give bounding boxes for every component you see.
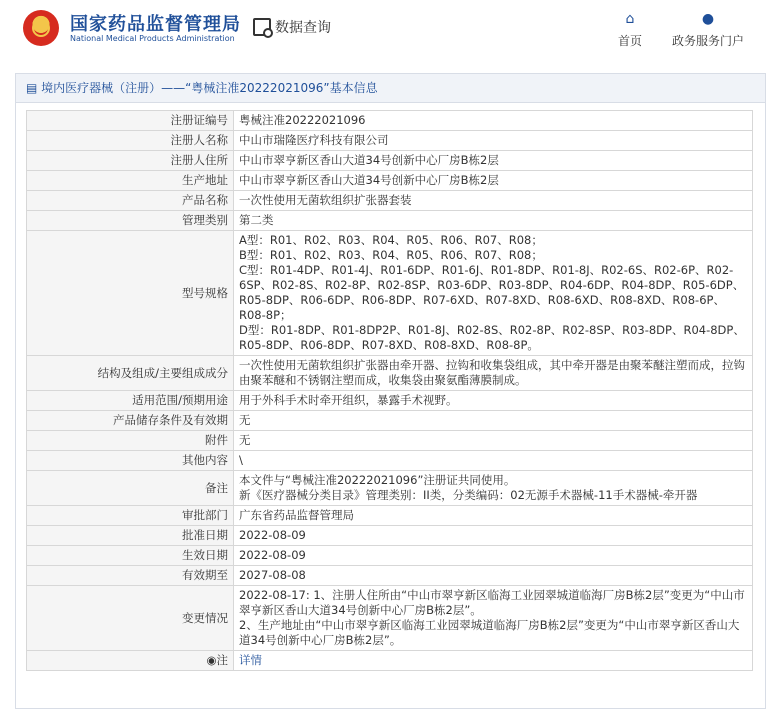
org-name-en: National Medical Products Administration	[70, 34, 235, 43]
info-table	[26, 110, 753, 671]
panel-title	[16, 74, 765, 103]
field-value: 广东省药品监督管理局	[234, 506, 753, 526]
field-label: 管理类别	[27, 211, 234, 231]
search-icon	[253, 18, 271, 36]
field-value: 一次性使用无菌软组织扩张器由牵开器、拉钩和收集袋组成，其中牵开器是由聚苯醚注塑而成，拉钩由聚苯醚和不锈钢注塑而成，收集袋由聚氨酯薄膜制成。	[234, 356, 753, 391]
table-row	[27, 546, 753, 566]
field-value: A型：R01、R02、R03、R04、R05、R06、R07、R08； B型：R01、R02、R03、R04、R05、R06、R07、R08； C型：R01-4DP、R01-4J、R01-6DP、R01-6J、R01-8DP、R01-8J、R02-6S、R02-6P、R02-6SP、R02-8S、R02-8P、R02-8SP、R03-6DP、R03-8DP、R04-6DP、R04-8DP、R05-6DP、R05-8DP、R06-6DP、R06-8DP、R07-6XD、R07-8XD、R08-6XD、R08-8XD、R08-6P、R08-8P； D型：R01-8DP、R01-8DP2P、R01-8J、R02-8S、R02-8P、R02-8SP、R03-8DP、R04-8DP、R05-8DP、R06-8DP、R07-8XD、R08-8XD、R08-8P。	[234, 231, 753, 356]
nav-home[interactable]	[615, 10, 645, 49]
field-label: 其他内容	[27, 451, 234, 471]
nav-portal[interactable]	[668, 10, 748, 49]
org-name-cn: 国家药品监督管理局	[70, 14, 241, 35]
table-row	[27, 451, 753, 471]
field-label: 审批部门	[27, 506, 234, 526]
field-label: 产品储存条件及有效期	[27, 411, 234, 431]
field-label: 结构及组成/主要组成成分	[27, 356, 234, 391]
field-label: 附件	[27, 431, 234, 451]
field-value: 粤械注准20222021096	[234, 111, 753, 131]
table-row	[27, 171, 753, 191]
national-emblem-logo	[23, 10, 59, 46]
field-label: 批准日期	[27, 526, 234, 546]
note-label	[27, 651, 234, 671]
table-row	[27, 471, 753, 506]
field-value: 用于外科手术时牵开组织，暴露手术视野。	[234, 391, 753, 411]
field-value: 2022-08-09	[234, 546, 753, 566]
details-cell	[234, 651, 753, 671]
table-row	[27, 431, 753, 451]
table-row	[27, 151, 753, 171]
nav-portal-label: 政务服务门户	[671, 34, 744, 48]
top-bar	[0, 0, 771, 66]
field-value: 无	[234, 411, 753, 431]
nav-home-label: 首页	[617, 34, 642, 48]
table-row	[27, 231, 753, 356]
note-label-text: 注	[216, 653, 228, 667]
field-value: 中山市翠亨新区香山大道34号创新中心厂房B栋2层	[234, 151, 753, 171]
field-value: \	[234, 451, 753, 471]
field-value: 本文件与“粤械注准20222021096”注册证共同使用。 新《医疗器械分类目录》管理类别：II类，分类编码：02无源手术器械-11手术器械-牵开器	[234, 471, 753, 506]
field-value: 中山市翠亨新区香山大道34号创新中心厂房B栋2层	[234, 171, 753, 191]
field-label: 型号规格	[27, 231, 234, 356]
field-label: 注册人名称	[27, 131, 234, 151]
field-value: 2022-08-09	[234, 526, 753, 546]
table-row	[27, 356, 753, 391]
panel-title-text: 境内医疗器械（注册）——“粤械注准20222021096”基本信息	[41, 81, 378, 95]
detail-panel	[15, 73, 766, 709]
field-label: 产品名称	[27, 191, 234, 211]
table-row	[27, 391, 753, 411]
field-value: 2022-08-17: 1、注册人住所由“中山市翠亨新区临海工业园翠城道临海厂房B栋2层”变更为“中山市翠亨新区香山大道34号创新中心厂房B栋2层”。 2、生产地址由“中山市翠亨新区临海工业园翠城道临海厂房B栋2层”变更为“中山市翠亨新区香山大道34号创新中心厂房B栋2层”。	[234, 586, 753, 651]
field-label: 适用范围/预期用途	[27, 391, 234, 411]
table-row	[27, 651, 753, 671]
table-row	[27, 586, 753, 651]
field-label: 生效日期	[27, 546, 234, 566]
table-row	[27, 566, 753, 586]
field-label: 生产地址	[27, 171, 234, 191]
field-label: 备注	[27, 471, 234, 506]
field-value: 2027-08-08	[234, 566, 753, 586]
data-query-button[interactable]	[253, 17, 331, 37]
field-value: 第二类	[234, 211, 753, 231]
home-icon: ⌂	[625, 11, 635, 27]
table-row	[27, 211, 753, 231]
info-icon: ◉	[206, 653, 217, 667]
field-value: 中山市瑞隆医疗科技有限公司	[234, 131, 753, 151]
field-label: 有效期至	[27, 566, 234, 586]
table-row	[27, 111, 753, 131]
field-label: 注册人住所	[27, 151, 234, 171]
document-icon: ▤	[26, 81, 38, 95]
details-link[interactable]: 详情	[239, 653, 262, 667]
table-row	[27, 526, 753, 546]
field-label: 注册证编号	[27, 111, 234, 131]
user-icon: ●	[701, 11, 715, 27]
table-row	[27, 191, 753, 211]
field-value: 无	[234, 431, 753, 451]
table-row	[27, 411, 753, 431]
table-row	[27, 131, 753, 151]
field-label: 变更情况	[27, 586, 234, 651]
field-value: 一次性使用无菌软组织扩张器套装	[234, 191, 753, 211]
table-row	[27, 506, 753, 526]
data-query-label: 数据查询	[275, 20, 331, 36]
